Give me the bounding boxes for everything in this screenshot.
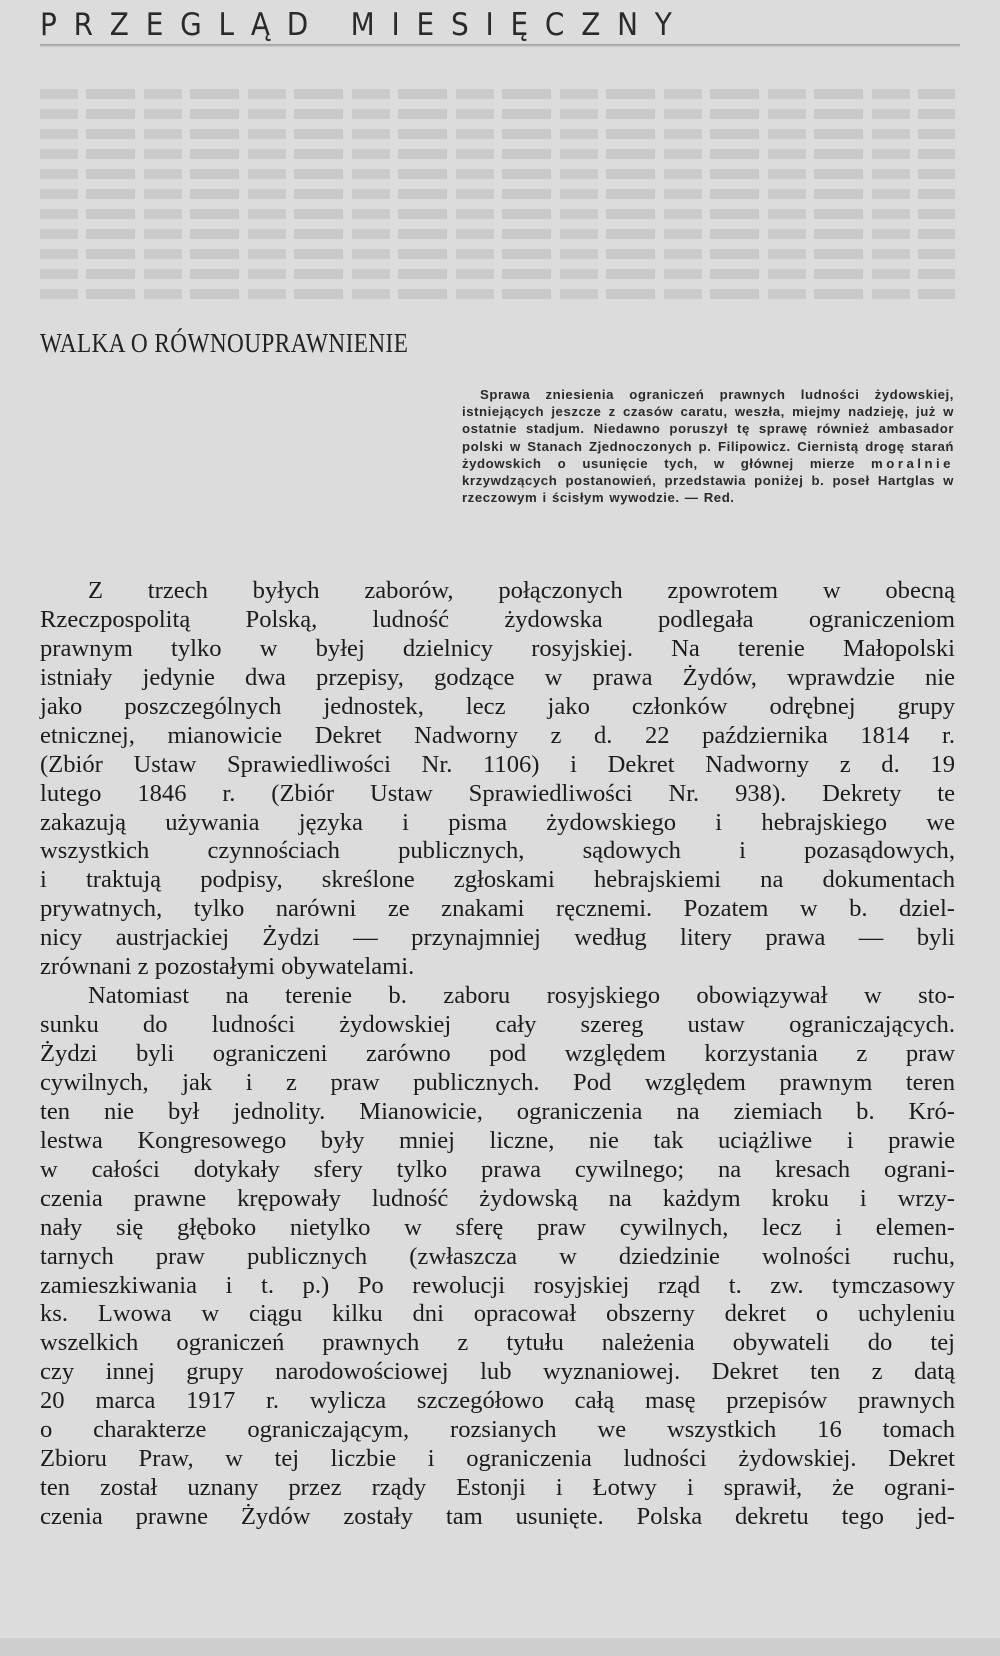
text-line: czenia prawne krępowały ludność żydowską na każdym kroku i wrzy-: [40, 1184, 955, 1212]
text-line: i traktują podpisy, skreślone zgłoskami hebrajskiemi na dokumentach: [40, 866, 955, 894]
lead-text-2: krzywdzących postanowień, przedstawia poniżej b. poseł Hartglas w rzeczowym i ścisłym wywodzie. — Red.: [462, 473, 954, 506]
text-line: zamieszkiwania i t. p.) Po rewolucji rosyjskiej rząd t. zw. tymczasowy: [40, 1271, 955, 1299]
text-line: cywilnych, jak i z praw publicznych. Pod względem prawnym teren: [40, 1068, 955, 1096]
text-line: nały się głęboko nietylko w sferę praw cywilnych, lecz i elemen-: [40, 1213, 955, 1241]
text-line: Żydzi byli ograniczeni zarówno pod względem korzystania z praw: [40, 1040, 955, 1067]
text-line: ks. Lwowa w ciągu kilku dni opracował obszerny dekret o uchyleniu: [40, 1300, 955, 1328]
header-rule: [40, 44, 960, 47]
bleed-through-texture: [40, 80, 955, 410]
paragraph: [40, 577, 955, 982]
text-line: Zbioru Praw, w tej liczbie i ograniczenia ludności żydowskiej. Dekret: [40, 1445, 955, 1473]
text-line: prawnym tylko w byłej dzielnicy rosyjskiej. Na terenie Małopolski: [40, 634, 955, 662]
page-edge: [0, 1638, 1000, 1656]
text-line: tarnych praw publicznych (zwłaszcza w dziedzinie wolności ruchu,: [40, 1242, 955, 1270]
text-line: wszystkich czynnościach publicznych, sądowych i pozasądowych,: [40, 837, 955, 865]
text-line: (Zbiór Ustaw Sprawiedliwości Nr. 1106) i Dekret Nadworny z d. 19: [40, 750, 955, 778]
text-line: nicy austrjackiej Żydzi — przynajmniej według litery prawa — byli: [40, 924, 955, 952]
text-line: Rzeczpospolitą Polską, ludność żydowska podlegała ograniczeniom: [40, 605, 955, 633]
text-line: w całości dotykały sfery tylko prawa cywilnego; na kresach ograni-: [40, 1155, 955, 1183]
text-line: ten został uznany przez rządy Estonji i Łotwy i sprawił, że ograni-: [40, 1474, 955, 1502]
text-line: zakazują używania języka i pisma żydowskiego i hebrajskiego we: [40, 808, 955, 836]
text-line: Z trzech byłych zaborów, połączonych zpowrotem w obecną: [88, 577, 955, 604]
text-line: czy innej grupy narodowościowej lub wyznaniowej. Dekret ten z datą: [40, 1358, 955, 1386]
text-line: jako poszczególnych jednostek, lecz jako członków odrębnej grupy: [40, 692, 955, 720]
text-line: lutego 1846 r. (Zbiór Ustaw Sprawiedliwości Nr. 938). Dekrety te: [40, 779, 955, 807]
text-line: 20 marca 1917 r. wylicza szczegółowo całą masę przepisów prawnych: [40, 1387, 955, 1415]
text-line: zrównani z pozostałymi obywatelami.: [40, 953, 415, 981]
text-line: etnicznej, mianowicie Dekret Nadworny z d. 22 października 1814 r.: [40, 721, 955, 749]
article-body: [40, 577, 955, 1532]
section-title: WALKA O RÓWNOUPRAWNIENIE: [40, 328, 409, 358]
running-head: PRZEGLĄD MIESIĘCZNY: [40, 7, 689, 43]
text-line: lestwa Kongresowego były mniej liczne, nie tak uciążliwe i prawie: [40, 1126, 955, 1154]
text-line: istniały jedynie dwa przepisy, godzące w prawa Żydów, wprawdzie nie: [40, 663, 955, 691]
text-line: czenia prawne Żydów zostały tam usunięte. Polska dekretu tego jed-: [40, 1503, 955, 1530]
lead-spaced-word: moralnie: [871, 455, 954, 471]
editorial-lead: [462, 386, 954, 506]
lead-text-1: Sprawa zniesienia ograniczeń prawnych ludności żydowskiej, istniejących jeszcze z czasów caratu, weszła, miejmy nadzieję, już w ostatnie stadjum. Niedawno poruszył tę sprawę również ambasador polski w Stanach Zjednoczonych p. Filipowicz. Ciernistą drogę starań żydowskich o usunięcie tych, w głównej mierze: [462, 387, 954, 471]
text-line: Natomiast na terenie b. zaboru rosyjskiego obowiązywał w sto-: [88, 982, 955, 1010]
text-line: sunku do ludności żydowskiej cały szereg ustaw ograniczających.: [40, 1011, 955, 1039]
paragraph: [40, 982, 955, 1532]
text-line: ten nie był jednolity. Mianowicie, ograniczenia na ziemiach b. Kró-: [40, 1097, 955, 1125]
text-line: wszelkich ograniczeń prawnych z tytułu należenia obywateli do tej: [40, 1329, 955, 1357]
text-line: prywatnych, tylko narówni ze znakami ręcznemi. Pozatem w b. dziel-: [40, 895, 955, 923]
text-line: o charakterze ograniczającym, rozsianych we wszystkich 16 tomach: [40, 1416, 955, 1444]
